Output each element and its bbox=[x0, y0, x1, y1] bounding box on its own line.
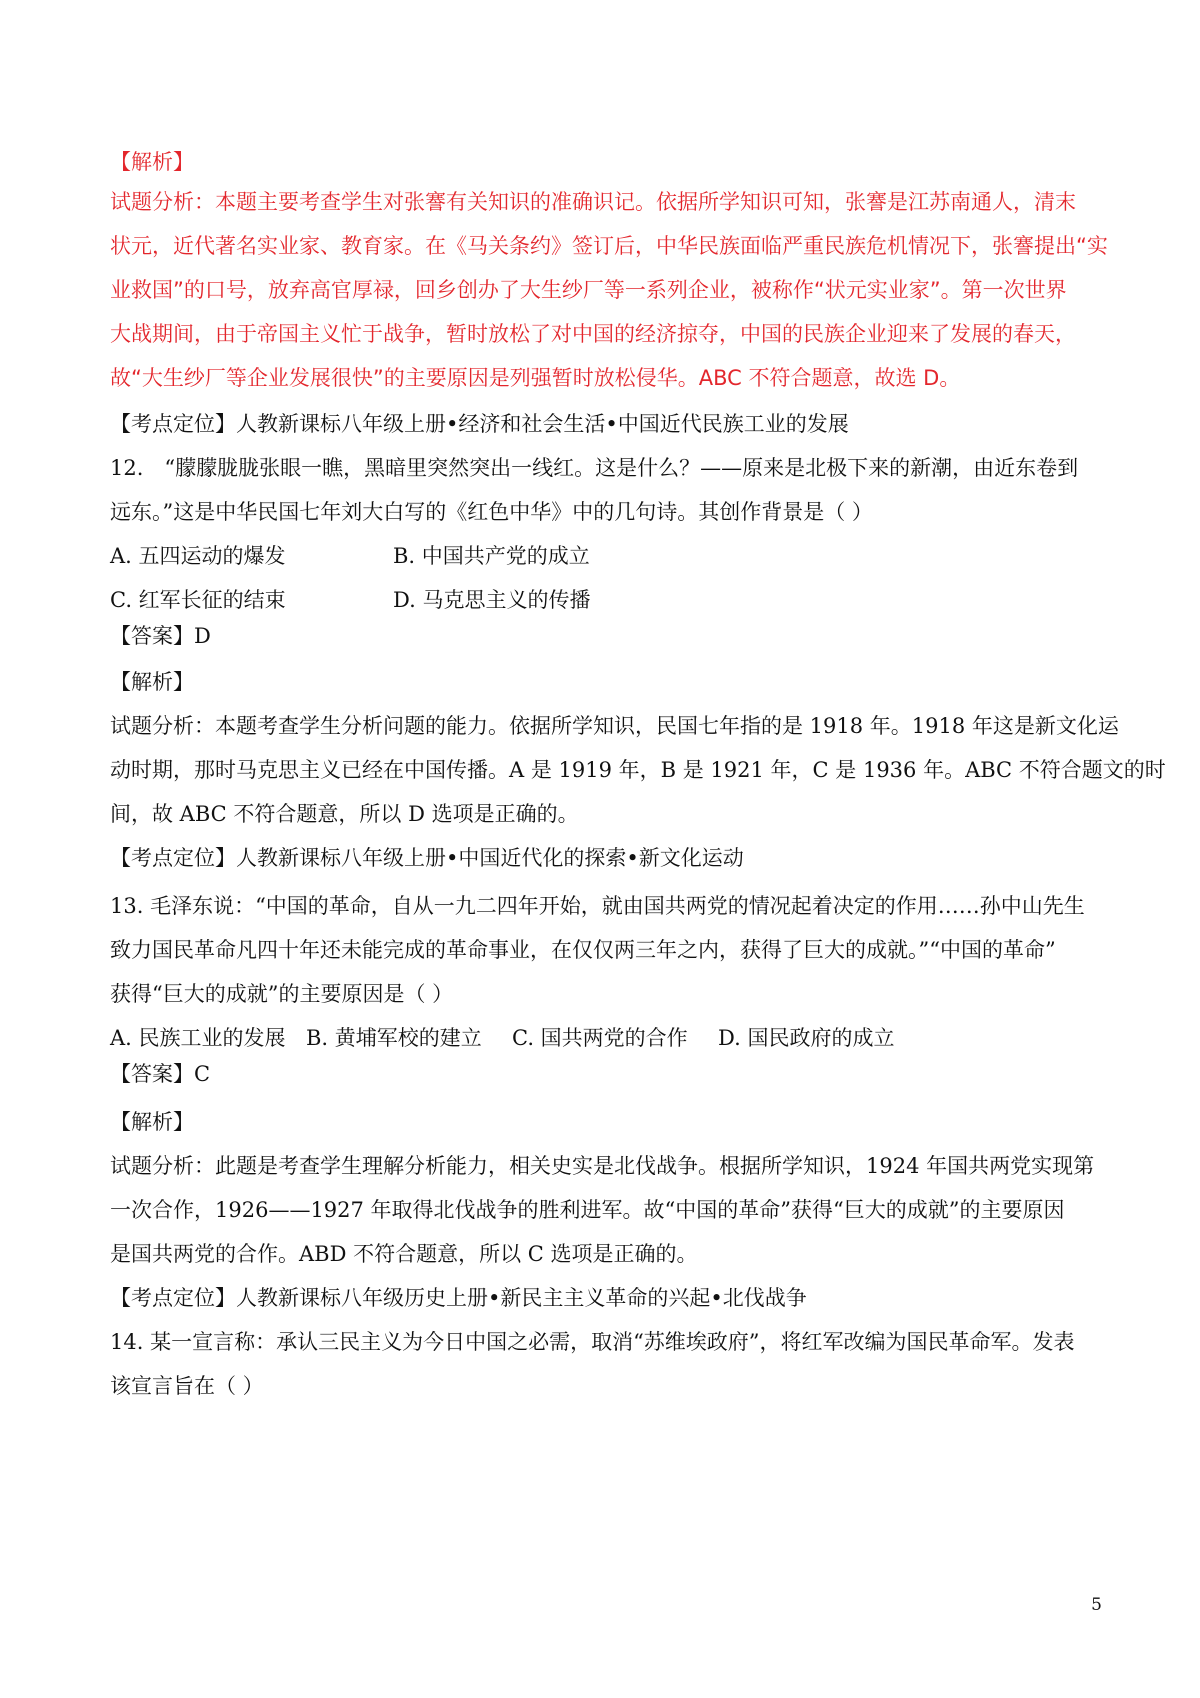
question-stem-line: 13. 毛泽东说：“中国的革命，自从一九二四年开始，就由国共两党的情况起着决定的作用……孙中山先生 bbox=[110, 894, 1085, 918]
analysis-line: 故“大生纱厂等企业发展很快”的主要原因是列强暂时放松侵华。ABC 不符合题意，故选 D。 bbox=[110, 366, 961, 390]
question-stem-line: 致力国民革命凡四十年还未能完成的革命事业，在仅仅两三年之内，获得了巨大的成就。”“中国的革命” bbox=[110, 938, 1056, 962]
analysis-line: 是国共两党的合作。ABD 不符合题意，所以 C 选项是正确的。 bbox=[110, 1242, 698, 1266]
analysis-line: 试题分析：本题考查学生分析问题的能力。依据所学知识，民国七年指的是 1918 年。1918 年这是新文化运 bbox=[110, 714, 1119, 738]
question-12 bbox=[110, 452, 1166, 886]
page-number: 5 bbox=[1091, 1595, 1102, 1615]
analysis-heading-13: 【解析】 bbox=[110, 1110, 194, 1134]
option-a: A. 民族工业的发展 bbox=[110, 1026, 286, 1050]
analysis-line: 一次合作，1926——1927 年取得北伐战争的胜利进军。故“中国的革命”获得“巨大的成就”的主要原因 bbox=[110, 1198, 1065, 1222]
analysis-text-1 bbox=[110, 186, 1108, 406]
option-b: B. 中国共产党的成立 bbox=[393, 544, 590, 568]
question-stem-line: 获得“巨大的成就”的主要原因是（ ） bbox=[110, 982, 454, 1006]
analysis-heading-12: 【解析】 bbox=[110, 670, 194, 694]
option-d: D. 国民政府的成立 bbox=[718, 1026, 895, 1050]
analysis-line: 间，故 ABC 不符合题意，所以 D 选项是正确的。 bbox=[110, 802, 579, 826]
question-stem-line: 14. 某一宣言称：承认三民主义为今日中国之必需，取消“苏维埃政府”，将红军改编为国民革命军。发表 bbox=[110, 1330, 1075, 1354]
analysis-line: 状元，近代著名实业家、教育家。在《马关条约》签订后，中华民族面临严重民族危机情况下，张謇提出“实 bbox=[110, 234, 1108, 258]
question-stem-line: 12. “朦朦胧胧张眼一瞧，黑暗里突然突出一线红。这是什么？——原来是北极下来的新潮，由近东卷到 bbox=[110, 456, 1079, 480]
question-stem-line: 远东。”这是中华民国七年刘大白写的《红色中华》中的几句诗。其创作背景是（ ） bbox=[110, 500, 873, 524]
option-b: B. 黄埔军校的建立 bbox=[306, 1026, 482, 1050]
analysis-line: 大战期间，由于帝国主义忙于战争，暂时放松了对中国的经济掠夺，中国的民族企业迎来了发展的春天， bbox=[110, 322, 1076, 346]
question-14 bbox=[110, 1326, 1075, 1414]
kaodian-1: 【考点定位】人教新课标八年级上册•经济和社会生活•中国近代民族工业的发展 bbox=[110, 412, 849, 436]
option-c: C. 国共两党的合作 bbox=[512, 1026, 688, 1050]
question-stem-line: 该宣言旨在（ ） bbox=[110, 1374, 264, 1398]
analysis-line: 动时期，那时马克思主义已经在中国传播。A 是 1919 年，B 是 1921 年，C 是 1936 年。ABC 不符合题文的时 bbox=[110, 758, 1166, 782]
kaodian-12: 【考点定位】人教新课标八年级上册•中国近代化的探索•新文化运动 bbox=[110, 846, 744, 870]
option-a: A. 五四运动的爆发 bbox=[110, 544, 286, 568]
options-row bbox=[110, 540, 1166, 584]
options-row bbox=[110, 584, 1166, 620]
analysis-line: 试题分析：本题主要考查学生对张謇有关知识的准确识记。依据所学知识可知，张謇是江苏南通人，清末 bbox=[110, 190, 1076, 214]
kaodian-13: 【考点定位】人教新课标八年级历史上册•新民主主义革命的兴起•北伐战争 bbox=[110, 1286, 807, 1310]
options-row bbox=[110, 1022, 1094, 1058]
option-d: D. 马克思主义的传播 bbox=[393, 588, 591, 612]
analysis-line: 业救国”的口号，放弃高官厚禄，回乡创办了大生纱厂等一系列企业，被称作“状元实业家”。第一次世界 bbox=[110, 278, 1067, 302]
question-13 bbox=[110, 890, 1094, 1326]
analysis-heading-1: 【解析】 bbox=[110, 150, 194, 174]
option-c: C. 红军长征的结束 bbox=[110, 588, 286, 612]
answer-12: 【答案】D bbox=[110, 624, 211, 648]
answer-13: 【答案】C bbox=[110, 1062, 211, 1086]
analysis-line: 试题分析：此题是考查学生理解分析能力，相关史实是北伐战争。根据所学知识，1924 年国共两党实现第 bbox=[110, 1154, 1095, 1178]
